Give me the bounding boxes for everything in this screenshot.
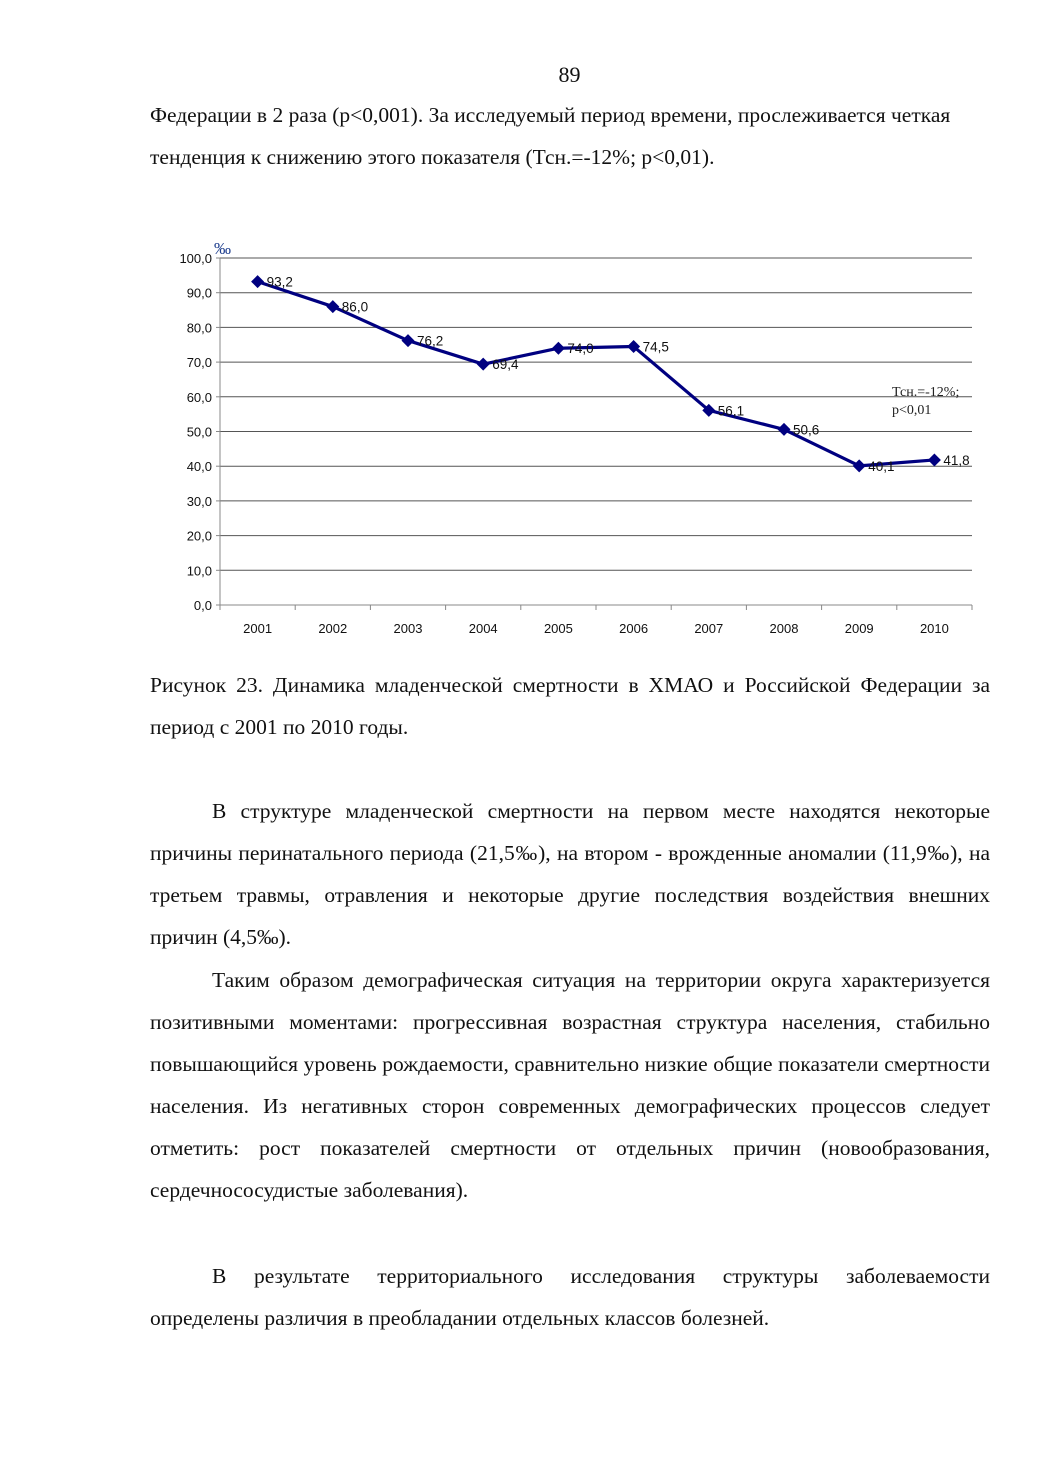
y-tick-label: 20,0 xyxy=(186,528,212,544)
intro-paragraph: Федерации в 2 раза (p<0,001). За исследуемый период времени, прослеживается четкая тенденция к снижению этого показателя (Тсн.=-12%; p<0,01). xyxy=(150,103,951,169)
y-tick-label: 50,0 xyxy=(186,424,212,440)
y-tick-label: 10,0 xyxy=(186,563,212,579)
data-label: 40,1 xyxy=(868,458,895,474)
trend-annotation-line-2: p<0,01 xyxy=(892,403,932,418)
x-tick-label: 2007 xyxy=(694,621,724,636)
x-tick-label: 2009 xyxy=(844,621,874,636)
data-point-marker xyxy=(778,423,791,436)
x-tick-label: 2002 xyxy=(318,621,348,636)
data-point-marker xyxy=(251,275,264,288)
y-tick-label: 30,0 xyxy=(186,493,212,509)
y-tick-label: 60,0 xyxy=(186,389,212,405)
y-unit-label: ‰ xyxy=(214,239,231,258)
x-tick-label: 2001 xyxy=(243,621,273,636)
x-tick-label: 2006 xyxy=(619,621,649,636)
y-tick-label: 40,0 xyxy=(186,459,212,475)
data-point-marker xyxy=(853,459,866,472)
x-tick-label: 2008 xyxy=(769,621,799,636)
data-label: 74,0 xyxy=(567,341,594,357)
data-point-marker xyxy=(477,358,490,371)
chart-svg xyxy=(160,230,990,650)
x-tick-label: 2010 xyxy=(919,621,949,636)
data-label: 93,2 xyxy=(266,274,293,290)
data-label: 86,0 xyxy=(341,299,369,315)
infant-mortality-chart xyxy=(160,230,990,650)
data-label: 56,1 xyxy=(717,403,745,419)
y-tick-label: 70,0 xyxy=(186,355,212,371)
page-number: 89 xyxy=(558,62,581,87)
x-tick-label: 2003 xyxy=(393,621,423,636)
figure-caption: Рисунок 23. Динамика младенческой смертности в ХМАО и Российской Федерации за период с 2001 по 2010 годы. xyxy=(150,673,990,739)
body-paragraph-2: Таким образом демографическая ситуация на территории округа характеризуется позитивными моментами: прогрессивная возрастная структура населения, стабильно повышающийся уровень рождаемости, сравнительно низкие общие показатели смертности населения. Из негативных сторон современных демографических процессов следует отметить: рост показателей смертности от отдельных причин (новообразования, сердечнососудистые заболевания). xyxy=(150,968,990,1202)
data-label: 76,2 xyxy=(417,333,444,349)
data-label: 41,8 xyxy=(943,452,970,468)
y-tick-label: 90,0 xyxy=(186,285,212,301)
y-tick-label: 100,0 xyxy=(179,251,212,266)
body-paragraph-1: В структуре младенческой смертности на первом месте находятся некоторые причины перинатального периода (21,5‰), на втором - врожденные аномалии (11,9‰), на третьем травмы, отравления и некоторые другие последствия воздействия внешних причин (4,5‰). xyxy=(150,799,990,949)
data-point-marker xyxy=(928,453,941,466)
data-label: 50,6 xyxy=(793,422,820,438)
data-point-marker xyxy=(552,342,565,355)
y-tick-label: 80,0 xyxy=(186,320,212,336)
x-tick-label: 2004 xyxy=(468,621,498,636)
data-label: 69,4 xyxy=(492,357,519,373)
x-tick-label: 2005 xyxy=(543,621,573,636)
data-point-marker xyxy=(402,334,415,347)
body-paragraph-3: В результате территориального исследования структуры заболеваемости определены различия в преобладании отдельных классов болезней. xyxy=(150,1264,990,1330)
y-tick-label: 0,0 xyxy=(193,598,212,613)
data-point-marker xyxy=(326,300,339,313)
data-label: 74,5 xyxy=(642,339,669,355)
trend-annotation-line-1: Тсн.=-12%; xyxy=(892,385,960,400)
